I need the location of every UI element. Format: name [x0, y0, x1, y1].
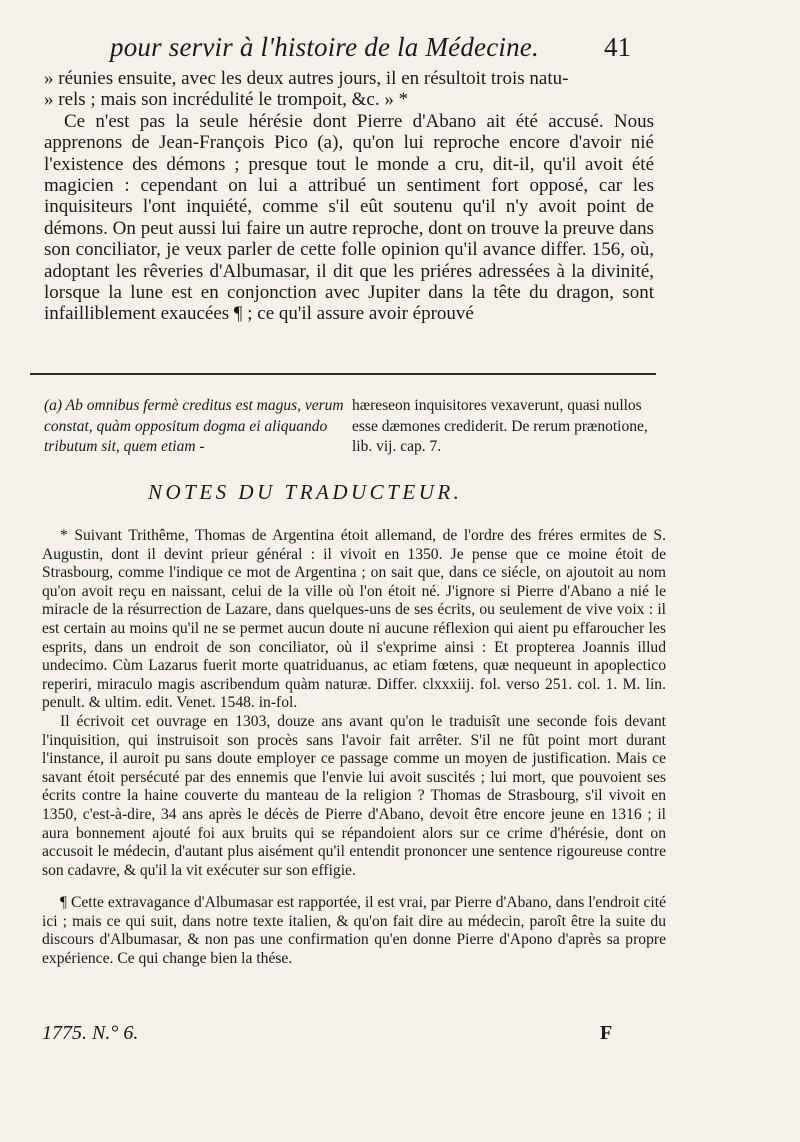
page-number: 41 — [604, 32, 631, 62]
page-footer — [0, 1022, 800, 1052]
translator-notes — [42, 527, 666, 969]
footnote-text-left: (a) Ab omnibus fermè creditus est magus, verum constat, quàm oppositum dogma ei aliquando tributum sit, quem etiam - — [44, 397, 344, 455]
quote-line: » réunies ensuite, avec les deux autres jours, il en résultoit trois natu- — [44, 68, 569, 89]
body-paragraph: Ce n'est pas la seule hérésie dont Pierre d'Abano ait été accusé. Nous apprenons de Jean-François Pico (a), qu'on lui reproche encore d'avoir nié l'existence des démons ; presque tout le monde a cru, dit-il, qu'il avoit été magicien : cependant on lui a attribué un sentiment fort opposé, car les inquisiteurs l'ont inquiété, comme s'il eût soutenu qu'il n'y avoit point de démons. On peut aussi lui faire un autre reproche, dont on trouve la preuve dans son conciliator, je veux parler de cette folle opinion qu'il avance differ. 156, où, adoptant les rêveries d'Albumasar, il dit que les priéres adressées à la divinité, lorsque la lune est en conjonction avec Jupiter dans la tête du dragon, sont infailliblement exaucées ¶ ; ce qu'il assure avoir éprouvé — [44, 110, 654, 325]
sheet-letter: F — [600, 1022, 613, 1044]
footnote-divider — [30, 373, 656, 375]
notes-heading: NOTES DU TRADUCTEUR. — [148, 480, 463, 504]
issue-signature: 1775. N.° 6. — [42, 1022, 139, 1044]
quote-line: » rels ; mais son incrédulité le trompoit, &c. » * — [44, 89, 409, 111]
running-header — [0, 30, 800, 70]
running-title: pour servir à l'histoire de la Médecine. — [110, 32, 539, 62]
main-text — [44, 68, 654, 325]
note-paragraph: * Suivant Trithême, Thomas de Argentina étoit allemand, de l'ordre des fréres ermites de S. Augustin, dont il devint prieur général : il vivoit en 1350. Je pense que ce moine étoit de Strasbourg, comme l'indique ce mot de Argentina ; on sait que, dans ce siécle, on ajoutoit au nom qu'on avoit reçu en naissant, celui de la ville où l'on étoit né. J'ignore si Pierre d'Abano a nié le miracle de la résurrection de Lazare, dans quelques-uns de ses écrits, ou seulement de vive voix : il est certain au moins qu'il ne se permet aucun doute ni aucune réflexion qui aient pu effaroucher les esprits, dans un endroit de son conciliator, où il s'exprime ainsi : Et propterea Joannis illud undecimo. Cùm Lazarus fuerit morte quatriduanus, ac etiam fœtens, quæ nequeunt in apoplectico reperiri, miraculo magis ascribendum quàm naturæ. Differ. clxxxiij. fol. verso 251. col. 1. M. lin. penult. & ultim. edit. Venet. 1548. in-fol. — [42, 527, 666, 712]
note-paragraph: Il écrivoit cet ouvrage en 1303, douze ans avant qu'on le traduisît une seconde fois devant l'inquisition, qui instruisoit son procès sans l'avoir fait arrêter. S'il ne fût point mort durant l'instance, il auroit pu sans doute employer ce passage comme un moyen de justification. Mais ce savant étoit persécuté par des ennemis que l'envie lui avoit suscités ; lui mort, que pouvoient ses écrits contre la haine couverte du manteau de la religion ? Thomas de Strasbourg, s'il vivoit en 1350, c'est-à-dire, 34 ans après le décès de Pierre d'Abano, devoit être encore jeune en 1316 ; il aura bonnement ajouté foi aux bruits qui se répandoient alors sur ce crime d'hérésie, dont on accusoit le médecin, d'autant plus aisément qu'il entendit prononcer une sentence rigoureuse contre son cadavre, & qu'il la vit exécuter sur son effigie. — [42, 712, 666, 879]
footnote-text-right: hæreseon inquisitores vexaverunt, quasi nullos esse dæmones crediderit. De rerum prænotione, lib. vij. cap. 7. — [352, 397, 648, 455]
note-paragraph: ¶ Cette extravagance d'Albumasar est rapportée, il est vrai, par Pierre d'Abano, dans l'endroit cité ici ; mais ce qui suit, dans notre texte italien, & qu'on fait dire au médecin, paroît être la suite du discours d'Albumasar, & non pas une confirmation qu'en donne Pierre d'Apono d'après sa propre expérience. Ce qui change bien la thése. — [42, 894, 666, 968]
footnote-left-column — [44, 396, 344, 458]
footnote-right-column — [352, 396, 658, 458]
